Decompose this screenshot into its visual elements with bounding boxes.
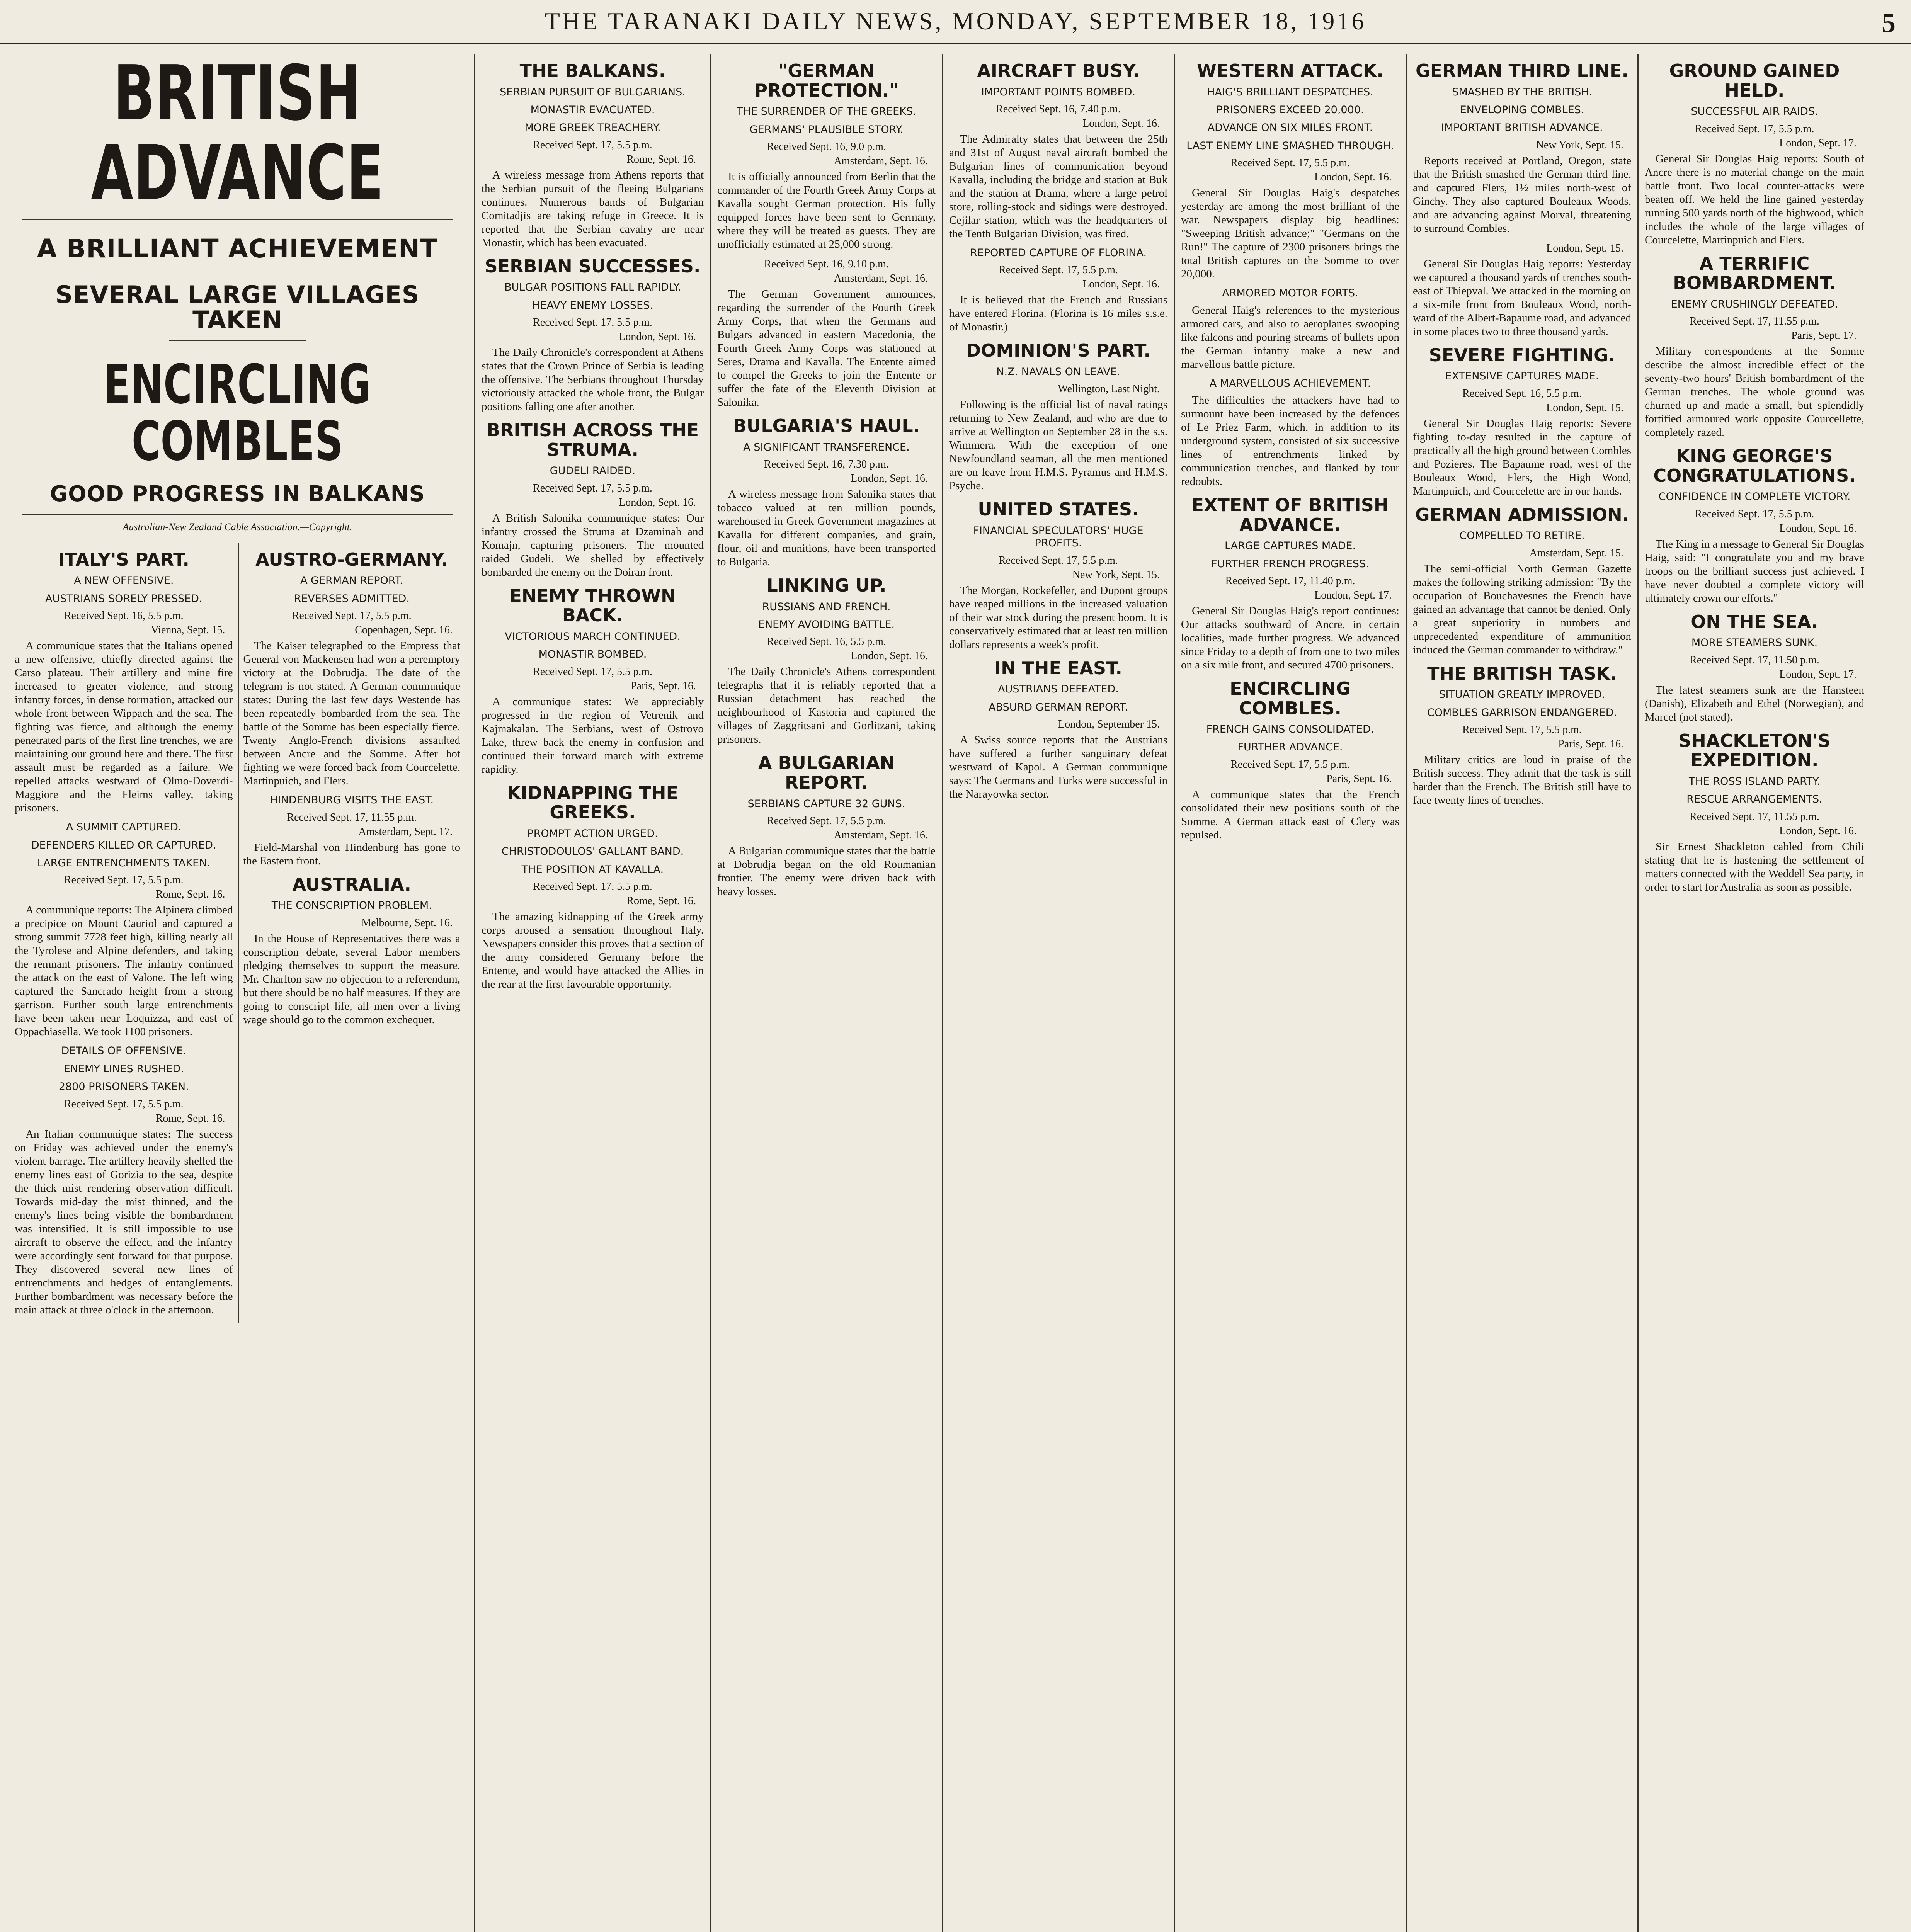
dateline: London, Sept. 17. [1779, 137, 1857, 149]
sub-heading: CONFIDENCE IN COMPLETE VICTORY. [1658, 491, 1851, 503]
sub-heading: PROMPT ACTION URGED. [527, 827, 658, 840]
news-column-1 [475, 54, 711, 1932]
news-story [482, 257, 704, 413]
story-body: Reports received at Portland, Oregon, state that the British smashed the German third line, and captured Flers, 1½ miles north-west of Ginchy. They also captured Bouleaux Woods, and are advancing against Morval, threatening to surround Combles. [1413, 154, 1631, 235]
received-line: Received Sept. 17, 11.55 p.m. [1690, 315, 1819, 328]
sub-heading: FURTHER ADVANCE. [1237, 741, 1343, 753]
news-story [1645, 254, 1864, 440]
news-column-4 [1175, 54, 1407, 1932]
sub-heading: N.Z. NAVALS ON LEAVE. [996, 366, 1120, 378]
sub-heading: ENEMY LINES RUSHED. [63, 1063, 184, 1075]
section-heading: AUSTRALIA. [292, 874, 411, 895]
news-story [1413, 61, 1631, 235]
sub-heading: DETAILS OF OFFENSIVE. [61, 1045, 187, 1057]
section-heading: GERMAN THIRD LINE. [1416, 60, 1629, 81]
dateline: London, Sept. 17. [1314, 589, 1392, 601]
dateline: London, Sept. 16. [1082, 117, 1160, 129]
news-story [243, 550, 461, 788]
dateline: London, Sept. 15. [1546, 242, 1623, 254]
news-story [1645, 61, 1864, 247]
sub-heading: FRENCH GAINS CONSOLIDATED. [1206, 723, 1374, 736]
story-body: In the House of Representatives there was a conscription debate, several Labor members pledging themselves to support the measure. Mr. Charlton saw no objection to a referendum, but there should be no half measures. If they are going to conscript life, all men over a living wage should go to the common exchequer. [243, 932, 460, 1026]
dateline: Rome, Sept. 16. [155, 888, 225, 901]
story-body: General Sir Douglas Haig's despatches yesterday are among the most brilliant of the war. Newspapers display big headlines: "Sweeping British advance;" "Germans on the Run!" The capture of 2300 prisoners brings the total British captures on the Somme to over 20,000. [1181, 187, 1399, 281]
story-body: A communique reports: The Alpinera climbed a precipice on Mount Cauriol and captured a strong summit 7728 feet high, killing nearly all the Tyrolese and Alpine defenders, and taking the remnant prisoners. The infantry continued the attack on the east of Valone. The left wing captured the Sancrado height from a strong garrison. Further south large entrenchments have been taken near Loquizza, and east of Oppachiasella. We took 1100 prisoners. [15, 904, 233, 1038]
received-line: Received Sept. 16, 5.5 p.m. [767, 636, 886, 648]
cable-credit: Australian-New Zealand Cable Association.—Copyright. [123, 521, 352, 532]
story-body: It is believed that the French and Russians have entered Florina. (Florina is 16 miles s.s.e. of Monastir.) [949, 294, 1167, 333]
news-story [243, 875, 461, 1027]
news-column-5 [1407, 54, 1639, 1932]
story-body: A communique states that the French consolidated their new positions south of the Somme. A German attack east of Clery was repulsed. [1181, 788, 1399, 841]
sub-heading: LARGE ENTRENCHMENTS TAKEN. [37, 857, 211, 869]
section-heading: SEVERE FIGHTING. [1429, 344, 1615, 366]
sub-heading: BULGAR POSITIONS FALL RAPIDLY. [504, 281, 681, 294]
news-story [1413, 242, 1631, 338]
section-heading: WESTERN ATTACK. [1197, 60, 1383, 81]
story-body: Field-Marshal von Hindenburg has gone to the Eastern front. [243, 841, 460, 867]
section-heading: A BULGARIAN REPORT. [758, 752, 895, 793]
divider [22, 514, 453, 515]
dateline: London, Sept. 16. [619, 331, 696, 343]
section-heading: A TERRIFIC BOMBARDMENT. [1673, 253, 1836, 294]
section-heading: THE BRITISH TASK. [1427, 663, 1617, 684]
dateline: Paris, Sept. 16. [631, 680, 696, 692]
received-line: Received Sept. 17, 5.5 p.m. [1695, 122, 1814, 135]
dateline: Amsterdam, Sept. 16. [834, 829, 928, 841]
story-body: A wireless message from Salonika states that tobacco valued at ten million pounds, warehoused in Greek Government magazines at Kavalla for different companies, and grain, flour, oil and munitions, have been transported to Bulgaria. [717, 488, 936, 568]
sub-heading: A SUMMIT CAPTURED. [66, 821, 182, 833]
lead-headline: BRITISH ADVANCE [91, 54, 384, 217]
story-body: The Morgan, Rockefeller, and Dupont groups have reaped millions in the increased valuation of their war stock during the present boom. It is conservatively estimated that at least ten million dollars represents a week's profit. [949, 584, 1167, 651]
section-heading: ITALY'S PART. [58, 549, 190, 570]
dateline: Wellington, Last Night. [1058, 383, 1160, 395]
sub-heading: A GERMAN REPORT. [300, 575, 403, 587]
story-body: General Sir Douglas Haig's report continues: Our attacks southward of Ancre, in certain localities, made further progress. We advanced since Friday to a depth of from one to two miles on a six mile front, and secured 4700 prisoners. [1181, 604, 1399, 671]
dateline: London, Sept. 15. [1546, 401, 1623, 414]
section-heading: ENCIRCLING COMBLES. [1230, 678, 1351, 719]
received-line: Received Sept. 17, 5.5 p.m. [64, 874, 184, 886]
sub-heading: MONASTIR EVACUATED. [530, 104, 655, 116]
section-heading: "GERMAN PROTECTION." [754, 60, 898, 101]
sub-heading: FINANCIAL SPECULATORS' HUGE PROFITS. [973, 524, 1144, 549]
sub-heading: PRISONERS EXCEED 20,000. [1216, 104, 1364, 116]
news-story [482, 783, 704, 991]
dateline: New York, Sept. 15. [1072, 568, 1160, 581]
section-heading: BRITISH ACROSS THE STRUMA. [486, 420, 699, 460]
dateline: Vienna, Sept. 15. [151, 624, 225, 636]
sub-heading: REVERSES ADMITTED. [294, 592, 410, 605]
lead-subcolumn-left [10, 543, 238, 1323]
sub-heading: CHRISTODOULOS' GALLANT BAND. [501, 845, 684, 858]
sub-heading: COMBLES GARRISON ENDANGERED. [1427, 706, 1617, 719]
sub-heading: DEFENDERS KILLED OR CAPTURED. [31, 839, 216, 851]
story-body: The latest steamers sunk are the Hansteen (Danish), Elizabeth and Ethel (Norwegian), and Marcel (not stated). [1645, 684, 1864, 723]
received-line: Received Sept. 17, 11.55 p.m. [1690, 810, 1819, 823]
section-heading: EXTENT OF BRITISH ADVANCE. [1191, 494, 1389, 535]
sub-heading: THE POSITION AT KAVALLA. [521, 863, 664, 876]
section-heading: ENEMY THROWN BACK. [509, 585, 676, 626]
dateline: Paris, Sept. 16. [1558, 738, 1623, 750]
news-story [482, 586, 704, 776]
sub-heading: HAIG'S BRILLIANT DESPATCHES. [1207, 86, 1373, 98]
story-body: It is officially announced from Berlin that the commander of the Fourth Greek Army Corps at Kavalla sought German protection. His fully equipped forces have been sent to Germany, where they will be treated as guests. They are unofficially estimated at 25,000 strong. [717, 170, 936, 250]
page-number: 5 [1882, 7, 1896, 38]
sub-heading: A NEW OFFENSIVE. [74, 575, 174, 587]
news-story [949, 61, 1167, 241]
masthead [0, 0, 1911, 44]
sub-heading: REPORTED CAPTURE OF FLORINA. [970, 247, 1147, 259]
newspaper-page [8, 54, 1903, 1932]
story-body: A wireless message from Athens reports that the Serbian pursuit of the fleeing Bulgarians continues. Numerous bands of Bulgarian Comitadjis are taking refuge in Greece. It is reported that the Serbian cavalry are near Monastir, which has been evacuated. [482, 168, 704, 249]
dateline: Amsterdam, Sept. 15. [1529, 547, 1623, 559]
dateline: London, Sept. 16. [1779, 825, 1857, 837]
story-body: The Kaiser telegraphed to the Empress that General von Mackensen had won a peremptory victory at the Dobrudja. The date of the telegram is not stated. A German communique states: During the last few days Westende has been repeatedly bombarded from the sea. The battle of the Somme has been especially fierce. Twenty Anglo-French divisions assaulted between Ancre and the Somme. After hot fighting we were forced back from Courcelette, Martinpuich, and Flers. [243, 639, 460, 787]
story-body: The Daily Chronicle's Athens correspondent telegraphs that it is reliably reported that a Russian detachment has reached the neighbourhood of Kastoria and captured the villages of Zaggritsani and Gorlitzani, taking prisoners. [717, 665, 936, 746]
story-body: General Sir Douglas Haig reports: South of Ancre there is no material change on the main battle front. Two local counter-attacks were beaten off. We held the line gained yesterday running 500 yards north of the highwood, which includes the whole of the large villages of Courcelette, Martinpuich and Flers. [1645, 152, 1864, 246]
dateline: London, Sept. 16. [1779, 522, 1857, 534]
news-story [717, 576, 936, 746]
sub-heading: ENVELOPING COMBLES. [1460, 104, 1584, 116]
news-story [1181, 495, 1399, 672]
dateline: Amsterdam, Sept. 16. [834, 155, 928, 167]
news-story [15, 550, 233, 815]
news-story [949, 658, 1167, 801]
story-body: The amazing kidnapping of the Greek army corps aroused a sensation throughout Italy. Newspapers consider this proves that a section of the army considered Germany before the Entente, and would have attacked the Allies in the rear at the first favourable opportunity. [482, 910, 704, 991]
news-story [482, 61, 704, 250]
section-heading: ON THE SEA. [1691, 611, 1818, 632]
sub-heading: MORE GREEK TREACHERY. [524, 122, 661, 134]
section-heading: GROUND GAINED HELD. [1669, 60, 1840, 101]
masthead-title: THE TARANAKI DAILY NEWS, MONDAY, SEPTEMBER 18, 1916 [545, 7, 1366, 35]
news-story [717, 753, 936, 898]
dateline: Rome, Sept. 16. [626, 153, 696, 165]
dateline: Amsterdam, Sept. 16. [834, 272, 928, 284]
dateline: Amsterdam, Sept. 17. [358, 825, 453, 838]
news-story [15, 1045, 233, 1316]
news-story [1181, 287, 1399, 371]
sub-heading: SMASHED BY THE BRITISH. [1452, 86, 1592, 98]
sub-heading: THE CONSCRIPTION PROBLEM. [271, 900, 432, 912]
story-body: The Admiralty states that between the 25th and 31st of August naval aircraft bombed the Bulgarian lines of communication beyond Kavalla, including the bridge and station at Buk and the station at Drama, where a large petrol store, rolling-stock and sidings were destroyed. Cejilar station, which was the headquarters of the Tenth Bulgarian Division, was fired. [949, 133, 1167, 240]
dateline: London, Sept. 16. [1314, 171, 1392, 184]
sub-heading: ARMORED MOTOR FORTS. [1222, 287, 1358, 299]
section-heading: IN THE EAST. [994, 657, 1122, 679]
dateline: London, September 15. [1058, 718, 1160, 731]
sub-heading: ABSURD GERMAN REPORT. [989, 701, 1128, 713]
news-column-3 [943, 54, 1175, 1932]
sub-heading: MONASTIR BOMBED. [538, 648, 647, 661]
dateline: Copenhagen, Sept. 16. [355, 624, 453, 636]
received-line: Received Sept. 17, 5.5 p.m. [533, 139, 652, 151]
received-line: Received Sept. 16, 9.0 p.m. [767, 140, 886, 153]
received-line: Received Sept. 17, 5.5 p.m. [533, 482, 652, 494]
received-line: Received Sept. 17, 5.5 p.m. [999, 554, 1118, 566]
dateline: London, Sept. 16. [851, 650, 928, 662]
section-heading: DOMINION'S PART. [966, 340, 1150, 361]
sub-heading: AUSTRIANS SORELY PRESSED. [45, 592, 203, 605]
news-story [717, 257, 936, 409]
sub-heading: HEAVY ENEMY LOSSES. [532, 299, 653, 311]
lead-deck-3: ENCIRCLING COMBLES [104, 353, 371, 473]
sub-heading: AUSTRIANS DEFEATED. [998, 683, 1119, 696]
news-story [949, 500, 1167, 651]
received-line: Received Sept. 17, 5.5 p.m. [999, 264, 1118, 276]
section-heading: SERBIAN SUCCESSES. [485, 255, 701, 277]
received-line: Received Sept. 17, 5.5 p.m. [1230, 157, 1350, 169]
lead-column [8, 54, 475, 1932]
sub-heading: EXTENSIVE CAPTURES MADE. [1445, 370, 1599, 383]
received-line: Received Sept. 17, 5.5 p.m. [1462, 724, 1582, 736]
section-heading: SHACKLETON'S EXPEDITION. [1678, 730, 1831, 771]
news-story [243, 794, 461, 867]
dateline: Rome, Sept. 16. [626, 895, 696, 907]
news-story [15, 821, 233, 1039]
section-heading: KIDNAPPING THE GREEKS. [507, 782, 679, 823]
story-body: A Swiss source reports that the Austrians have suffered a further sanguinary defeat westward of Kapol. A German communique says: The Germans and Turks were successful in the Narayowka sector. [949, 734, 1167, 801]
story-body: An Italian communique states: The success on Friday was achieved under the enemy's violent barrage. The artillery heavily shelled the enemy lines east of Gorizia to the sea, despite the thick mist rendering observation difficult. Towards mid-day the mist thinned, and the enemy's lines being visible the bombardment was intensified. It is still impossible to use aircraft to observe the effect, and the infantry were accordingly sent forward for that purpose. They discovered several new lines of entrenchments and hedges of entanglements. Further bombardment was necessary before the main attack at three o'clock in the afternoon. [15, 1128, 233, 1316]
received-line: Received Sept. 16, 7.30 p.m. [764, 458, 889, 470]
received-line: Received Sept. 17, 5.5 p.m. [64, 1098, 184, 1110]
dateline: London, Sept. 16. [1082, 278, 1160, 291]
news-story [949, 341, 1167, 493]
sub-heading: THE SURRENDER OF THE GREEKS. [737, 105, 916, 118]
sub-heading: IMPORTANT BRITISH ADVANCE. [1441, 122, 1603, 134]
sub-heading: ADVANCE ON SIX MILES FRONT. [1207, 122, 1373, 134]
sub-heading: GERMANS' PLAUSIBLE STORY. [749, 123, 904, 136]
sub-heading: SITUATION GREATLY IMPROVED. [1439, 689, 1605, 701]
story-body: The semi-official North German Gazette makes the following striking admission: "By the occupation of Bouchavesnes the French have gained an advantage that cannot be denied. Only a great superiority in numbers and unprecedented expenditure of ammunition induced the German commander to withdraw." [1413, 562, 1631, 656]
divider [22, 219, 453, 220]
dateline: Melbourne, Sept. 16. [361, 917, 453, 929]
news-story [1413, 505, 1631, 657]
dateline: Rome, Sept. 16. [155, 1112, 225, 1124]
news-column-6 [1639, 54, 1870, 1932]
sub-heading: ENEMY CRUSHINGLY DEFEATED. [1671, 298, 1838, 310]
story-body: The German Government announces, regarding the surrender of the Fourth Greek Army Corps, that when the Germans and Bulgars advanced in eastern Macedonia, the Fourth Greek Army Corps was stationed at Seres, Drama and Kavalla. The Entente aimed to compel the Greeks to join the Entente or suffer the fate of the Eleventh Division at Salonika. [717, 287, 936, 408]
sub-heading: A SIGNIFICANT TRANSFERENCE. [743, 441, 910, 453]
news-story [1181, 378, 1399, 488]
received-line: Received Sept. 16, 9.10 p.m. [764, 258, 889, 270]
dateline: London, Sept. 16. [619, 496, 696, 509]
received-line: Received Sept. 17, 5.5 p.m. [533, 665, 652, 678]
sub-heading: SUCCESSFUL AIR RAIDS. [1691, 105, 1818, 118]
received-line: Received Sept. 17, 5.5 p.m. [533, 881, 652, 893]
sub-heading: RUSSIANS AND FRENCH. [762, 600, 891, 613]
section-heading: BULGARIA'S HAUL. [733, 415, 920, 436]
story-body: A communique states that the Italians opened a new offensive, chiefly directed against the Carso plateau. Their artillery and mine fire increased to greater violence, and strong infantry forces, in dense formation, attacked our whole front between Wippach and the sea. The fighting was fierce, and although the enemy penetrated parts of the first line trenches, we are maintaining our ground here and there. The first assault must be regarded as a failure. We repelled attacks westward of Olmo-Doverdi-Maggiore and the Fleims valley, taking prisoners. [15, 639, 233, 815]
sub-heading: HINDENBURG VISITS THE EAST. [270, 794, 434, 806]
news-story [717, 416, 936, 569]
section-heading: THE BALKANS. [519, 60, 666, 81]
sub-heading: A MARVELLOUS ACHIEVEMENT. [1209, 377, 1371, 389]
section-heading: GERMAN ADMISSION. [1415, 504, 1629, 525]
news-story [1645, 612, 1864, 724]
news-story [1413, 345, 1631, 498]
story-body: The difficulties the attackers have had to surmount have been increased by the defences of Le Priez Farm, which, in addition to its underground system, consisted of six successive lines of entrenchments linked by communication trenches, and flanked by tour redoubts. [1181, 394, 1399, 488]
sub-heading: MORE STEAMERS SUNK. [1691, 637, 1818, 649]
story-body: General Sir Douglas Haig reports: Severe fighting to-day resulted in the capture of practically all the high ground between Combles and Pozieres. The Bapaume road, west of the Bouleaux Wood, Flers, the High Wood, Martinpuich, and Courcelette are in our hands. [1413, 417, 1631, 497]
dateline: New York, Sept. 15. [1536, 139, 1623, 151]
section-heading: KING GEORGE'S CONGRATULATIONS. [1653, 446, 1856, 486]
sub-heading: ENEMY AVOIDING BATTLE. [758, 618, 895, 631]
news-story [1645, 731, 1864, 894]
sub-heading: LARGE CAPTURES MADE. [1224, 540, 1356, 552]
received-line: Received Sept. 17, 5.5 p.m. [1230, 758, 1350, 770]
story-body: Military correspondents at the Somme describe the almost incredible effect of the seventy-two hours' British bombardment of the German trenches. The whole ground was churned up and made a small, but splendidly fortified armoured work opposite Courcellette, completely razed. [1645, 345, 1864, 439]
lead-deck-2: SEVERAL LARGE VILLAGES TAKEN [55, 280, 420, 334]
lead-deck-4: GOOD PROGRESS IN BALKANS [50, 481, 425, 507]
sub-heading: THE ROSS ISLAND PARTY. [1688, 775, 1821, 787]
received-line: Received Sept. 17, 5.5 p.m. [767, 815, 886, 827]
news-story [1645, 446, 1864, 605]
sub-heading: SERBIANS CAPTURE 32 GUNS. [747, 798, 905, 810]
lead-subcolumns [10, 543, 465, 1323]
section-heading: AUSTRO-GERMANY. [255, 549, 448, 570]
received-line: Received Sept. 17, 11.55 p.m. [287, 811, 417, 823]
section-heading: LINKING UP. [766, 575, 887, 596]
news-story [482, 420, 704, 579]
story-body: General Sir Douglas Haig reports: Yesterday we captured a thousand yards of trenches south-east of Thiepval. We attacked in the morning on a six-mile front from Bouleaux Wood, north-ward of the Albert-Bapaume road, and advanced in some places two to three thousand yards. [1413, 257, 1631, 338]
story-body: The King in a message to General Sir Douglas Haig, said: "I congratulate you and my brave troops on the brilliant success just achieved. I have never doubted a complete victory will ultimately crown our efforts." [1645, 537, 1864, 604]
news-story [1181, 679, 1399, 842]
story-body: Following is the official list of naval ratings returning to New Zealand, and who are due to arrive at Wellington on September 28 in the s.s. Wimmera. With the exception of one Newfoundland seaman, all the men mentioned are on leave from H.M.S. Pyramus and H.M.S. Psyche. [949, 398, 1167, 492]
story-body: The Daily Chronicle's correspondent at Athens states that the Crown Prince of Serbia is leading the offensive. The Serbians throughout Thursday victoriously attacked the whole front, the Bulgar positions falling one after another. [482, 346, 704, 413]
news-column-2 [711, 54, 943, 1932]
story-body: General Haig's references to the mysterious armored cars, and also to aeroplanes swooping like falcons and pouring streams of bullets upon the German infantry make a new and marvellous battle picture. [1181, 304, 1399, 371]
received-line: Received Sept. 17, 5.5 p.m. [1695, 508, 1814, 520]
sub-heading: FURTHER FRENCH PROGRESS. [1211, 558, 1369, 570]
news-story [1181, 61, 1399, 281]
news-story [717, 61, 936, 251]
news-story [949, 247, 1167, 334]
received-line: Received Sept. 17, 5.5 p.m. [533, 316, 652, 329]
received-line: Received Sept. 16, 5.5 p.m. [64, 610, 184, 622]
received-line: Received Sept. 16, 7.40 p.m. [996, 103, 1121, 115]
dateline: London, Sept. 17. [1779, 668, 1857, 680]
story-body: Military critics are loud in praise of the British success. They admit that the task is still harder than the French. The British still have to face twenty lines of trenches. [1413, 753, 1631, 807]
sub-heading: VICTORIOUS MARCH CONTINUED. [505, 630, 681, 643]
received-line: Received Sept. 17, 11.50 p.m. [1690, 654, 1819, 666]
story-body: A communique states: We appreciably progressed in the region of Vetrenik and Kajmakalan. The Serbians, west of Ostrovo Lake, threw back the enemy in confusion and continued their forward march with extreme rapidity. [482, 695, 704, 776]
received-line: Received Sept. 17, 5.5 p.m. [292, 610, 412, 622]
received-line: Received Sept. 17, 11.40 p.m. [1225, 575, 1355, 587]
story-body: Sir Ernest Shackleton cabled from Chili stating that he is hastening the settlement of matters connected with the Weddell Sea party, in order to start for Australia as soon as possible. [1645, 840, 1864, 893]
sub-heading: GUDELI RAIDED. [550, 465, 636, 477]
section-heading: AIRCRAFT BUSY. [977, 60, 1140, 81]
story-body: A British Salonika communique states: Our infantry crossed the Struma at Dzaminah and Komajn, capturing prisoners. The mounted raided Gudeli. We shelled by effectively bombarded the enemy on the Doiran front. [482, 512, 704, 578]
dateline: London, Sept. 16. [851, 472, 928, 485]
story-body: A Bulgarian communique states that the battle at Dobrudja began on the old Roumanian frontier. The enemy were driven back with heavy losses. [717, 844, 936, 898]
section-heading: UNITED STATES. [978, 499, 1139, 520]
dateline: Paris, Sept. 17. [1791, 330, 1857, 342]
sub-heading: COMPELLED TO RETIRE. [1459, 530, 1585, 542]
sub-heading: 2800 PRISONERS TAKEN. [58, 1081, 189, 1093]
sub-heading: RESCUE ARRANGEMENTS. [1686, 793, 1823, 806]
lead-deck-1: A BRILLIANT ACHIEVEMENT [37, 233, 438, 264]
sub-heading: LAST ENEMY LINE SMASHED THROUGH. [1186, 139, 1394, 152]
sub-heading: SERBIAN PURSUIT OF BULGARIANS. [500, 86, 686, 98]
received-line: Received Sept. 16, 5.5 p.m. [1462, 387, 1582, 400]
dateline: Paris, Sept. 16. [1326, 772, 1392, 785]
sub-heading: IMPORTANT POINTS BOMBED. [981, 86, 1136, 98]
divider [169, 340, 306, 341]
news-story [1413, 664, 1631, 807]
lead-subcolumn-right [238, 543, 465, 1323]
